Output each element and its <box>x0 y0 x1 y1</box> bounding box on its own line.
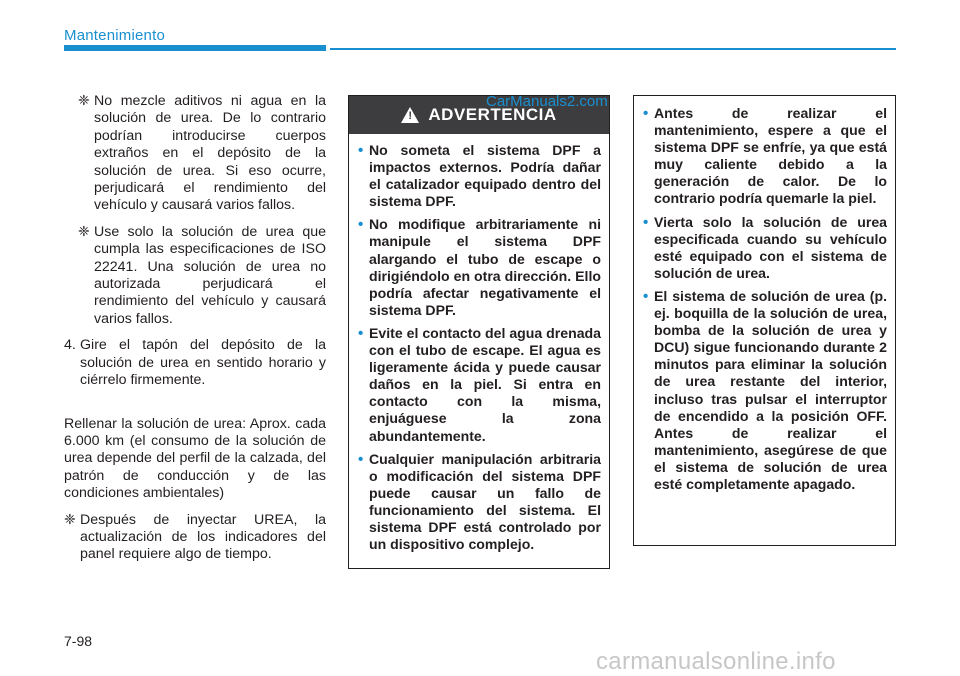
note-mark-icon: ❈ <box>64 511 76 528</box>
warning-triangle-icon: ! <box>401 107 419 123</box>
step-number: 4. <box>64 337 76 354</box>
note-paragraph-additives: ❈ No mezcle aditivos ni agua en la solución de urea. De lo contrario podrían introducirse cuerpos extraños en el depósito de la solución de urea. Si eso ocurre, perjudicará el rendimiento del vehículo y causará varios fallos. <box>78 93 326 214</box>
warning-box <box>348 95 610 569</box>
bullet-dot-icon: • <box>643 287 649 305</box>
bullet-dot-icon: • <box>643 105 649 122</box>
header-rule-thin <box>330 48 896 50</box>
note-paragraph-iso: ❈ Use solo la solución de urea que cumpla las especificaciones de ISO 22241. Una solución de urea no autorizada perjudicará el rendimiento del vehículo y causará varios fallos. <box>78 223 326 327</box>
list-item: • El sistema de solución de urea (p. ej. boquilla de la solución de urea, bomba de la solución de urea y DCU) sigue funcionando durante 2 minutos para eliminar la solución de urea restante del interior, incluso tras pulsar el interruptor de encendido a la posición OFF. Antes de realizar el mantenimiento, asegúrese de que el sistema de solución de urea esté completamente apagado. <box>643 287 887 492</box>
bullet-dot-icon: • <box>358 142 364 159</box>
list-item: • No someta el sistema DPF a impactos externos. Podría dañar el catalizador equipado dentro del sistema DPF. <box>358 142 601 210</box>
bullet-dot-icon: • <box>643 213 649 231</box>
list-item: • Antes de realizar el mantenimiento, espere a que el sistema DPF se enfríe, ya que está muy caliente debido a la generación de calor. De lo contrario podría quemarle la piel. <box>643 105 887 207</box>
list-item: • No modifique arbitrariamente ni manipule el sistema DPF alargando el tubo de escape o dirigiéndolo en otra dirección. Ello podría afectar negativamente el sistema DPF. <box>358 216 601 318</box>
caution-box <box>633 95 896 546</box>
refill-interval-paragraph: Rellenar la solución de urea: Aprox. cada 6.000 km (el consumo de la solución de urea depende del perfil de la calzada, del patrón de conducción y de las condiciones ambientales) <box>64 415 326 502</box>
list-item: • Evite el contacto del agua drenada con el tubo de escape. El agua es ligeramente ácida y puede causar daños en la piel. Si entra en contacto con la misma, enjuáguese la zona abundantemente. <box>358 324 601 444</box>
warning-header <box>349 93 609 134</box>
watermark-overlay: CarManuals2.com <box>486 93 608 110</box>
step-4: 4. Gire el tapón del depósito de la solución de urea en sentido horario y ciérrelo firmemente. <box>64 337 326 389</box>
note-mark-icon: ❈ <box>78 223 90 240</box>
bullet-dot-icon: • <box>358 216 364 234</box>
bullet-dot-icon: • <box>358 450 364 468</box>
note-mark-icon: ❈ <box>78 93 90 109</box>
page-number: 7-98 <box>64 633 93 649</box>
warning-list <box>358 142 601 553</box>
bullet-dot-icon: • <box>358 324 364 342</box>
list-item: • Vierta solo la solución de urea especificada cuando su vehículo esté equipado con el sistema de solución de urea. <box>643 213 887 281</box>
caution-list <box>643 105 887 493</box>
note-paragraph-indicators: ❈ Después de inyectar UREA, la actualización de los indicadores del panel requiere algo de tiempo. <box>64 511 326 563</box>
section-title: Mantenimiento <box>64 27 165 44</box>
header-rule-thick <box>64 45 326 51</box>
warning-title: ADVERTENCIA <box>428 105 557 124</box>
list-item: • Cualquier manipulación arbitraria o modificación del sistema DPF puede causar un fallo de funcionamiento del sistema. El sistema DPF está controlado por un dispositivo complejo. <box>358 450 601 553</box>
footer-watermark: carmanualsonline.info <box>596 648 836 675</box>
left-column <box>64 93 326 564</box>
